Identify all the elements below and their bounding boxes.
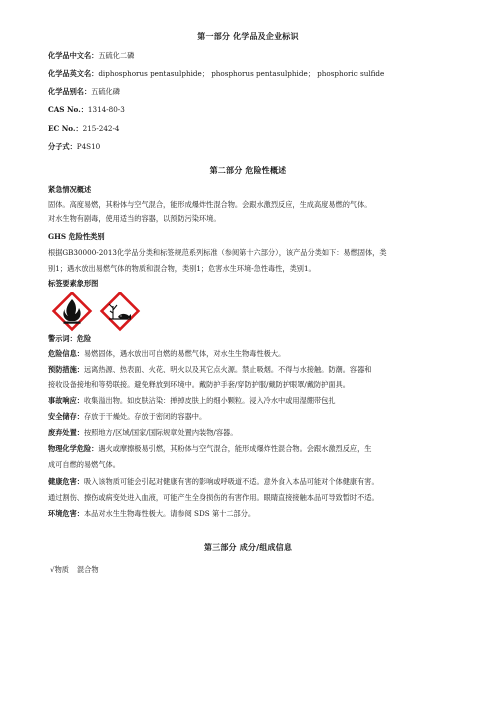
composition-type-row [50,565,470,575]
formula-value: P4S10 [76,142,101,151]
prevention-row [48,365,468,375]
en-name-label: 化学品英文名： [48,69,99,78]
formula-label: 分子式： [48,142,77,151]
cn-name-row [48,51,468,61]
emergency-text-line2: 对水生物有剧毒，使用适当的容器，以预防污染环境。 [48,214,221,223]
cas-row [48,105,468,115]
cn-name-value: 五硫化二磷 [98,51,135,60]
pictogram-heading: 标签要素象形图 [48,279,99,288]
storage-row [48,412,468,422]
flame-icon [54,293,91,330]
section-title-part1: 第一部分 化学品及企业标识 [197,31,299,41]
response-value: 收集溢出物。如皮肤沾染：掸掉皮肤上的细小颗粒。浸入冷水中或用湿绷带包扎 [83,396,336,405]
ghs-heading: GHS 危险性类别 [48,232,105,241]
substance-option: √物质 [50,565,69,574]
prevention-value-line1: 远离热源、热表面、火花、明火以及其它点火源。禁止吸烟。不得与水接触。防潮。容器和 [83,365,372,374]
signal-word-row [48,334,468,344]
ec-row [48,124,468,134]
hazard-info-value: 易燃固体，遇水放出可自燃的易燃气体，对水生生物毒性极大。 [83,349,286,358]
emergency-text-line1: 固体。高度易燃，其粉体与空气混合，能形成爆炸性混合物。会跟水激烈反应，生成高度易燃的气体。 [48,200,372,209]
prevention-value-line2: 接收设备接地和等势联接。避免释放到环境中。戴防护手套/穿防护服/戴防护眼罩/戴防护面具。 [48,380,350,389]
alias-value: 五硫化磷 [91,87,120,96]
en-name-row [48,69,468,79]
env-label: 环境危害： [48,509,84,518]
ghs-text-line2: 别1；遇水放出易燃气体的物质和混合物，类别1；危害水生环境-急性毒性，类别1。 [48,264,316,273]
health-row [48,477,468,487]
ec-label: EC No.： [48,124,83,133]
env-row [48,509,468,519]
response-label: 事故响应： [48,396,84,405]
ghs-pictograms [50,292,160,334]
section-title-part3: 第三部分 成分/组成信息 [203,542,293,552]
response-row [48,396,468,406]
cas-value: 1314-80-3 [87,105,125,114]
physchem-label: 物理化学危险： [48,444,99,453]
hazard-info-row [48,349,468,359]
ec-value: 215-242-4 [82,124,120,133]
mixture-option: 混合物 [76,565,99,574]
physchem-value-line2: 成可自燃的易燃气体。 [48,460,120,469]
section-title-part2: 第二部分 危险性概述 [209,165,287,175]
health-value-line1: 吸入该物质可能会引起对健康有害的影响或呼吸道不适。意外食入本品可能对个体健康有害。 [83,477,379,486]
prevention-label: 预防措施： [48,365,84,374]
storage-value: 存放于干燥处。存放于密闭的容器中。 [83,412,207,421]
env-value: 本品对水生生物毒性极大。请参阅 SDS 第十二部分。 [83,509,256,518]
en-name-value: diphosphorus pentasulphide； phosphorus pentasulphide； phosphoric sulfide [98,69,385,78]
signal-word-label: 警示词： [48,334,77,343]
cn-name-label: 化学品中文名： [48,51,99,60]
formula-row [48,142,468,152]
signal-word-value: 危险 [76,334,92,343]
storage-label: 安全储存： [48,412,84,421]
emergency-heading: 紧急情况概述 [48,185,92,194]
disposal-row [48,428,468,438]
hazard-info-label: 危险信息： [48,349,84,358]
environment-icon [102,293,139,330]
alias-label: 化学品别名： [48,87,92,96]
alias-row [48,87,468,97]
cas-label: CAS No.： [48,105,88,114]
disposal-value: 按照地方/区域/国家/国际规章处置内装物/容器。 [83,428,238,437]
disposal-label: 废弃处置： [48,428,84,437]
health-label: 健康危害： [48,477,84,486]
physchem-value-line1: 遇火或摩擦极易引燃，其粉体与空气混合，能形成爆炸性混合物。会跟水激烈反应，生 [98,444,372,453]
ghs-text-line1: 根据GB30000-2013化学品分类和标签规范系列标准（参阅第十六部分），该产品分类如下：易燃固体，类 [48,248,387,257]
health-value-line2: 通过割伤、擦伤或病变处进入血液，可能产生全身损伤的有害作用。眼睛直接接触本品可导致暂时不适。 [48,493,379,502]
physchem-row [48,444,468,454]
